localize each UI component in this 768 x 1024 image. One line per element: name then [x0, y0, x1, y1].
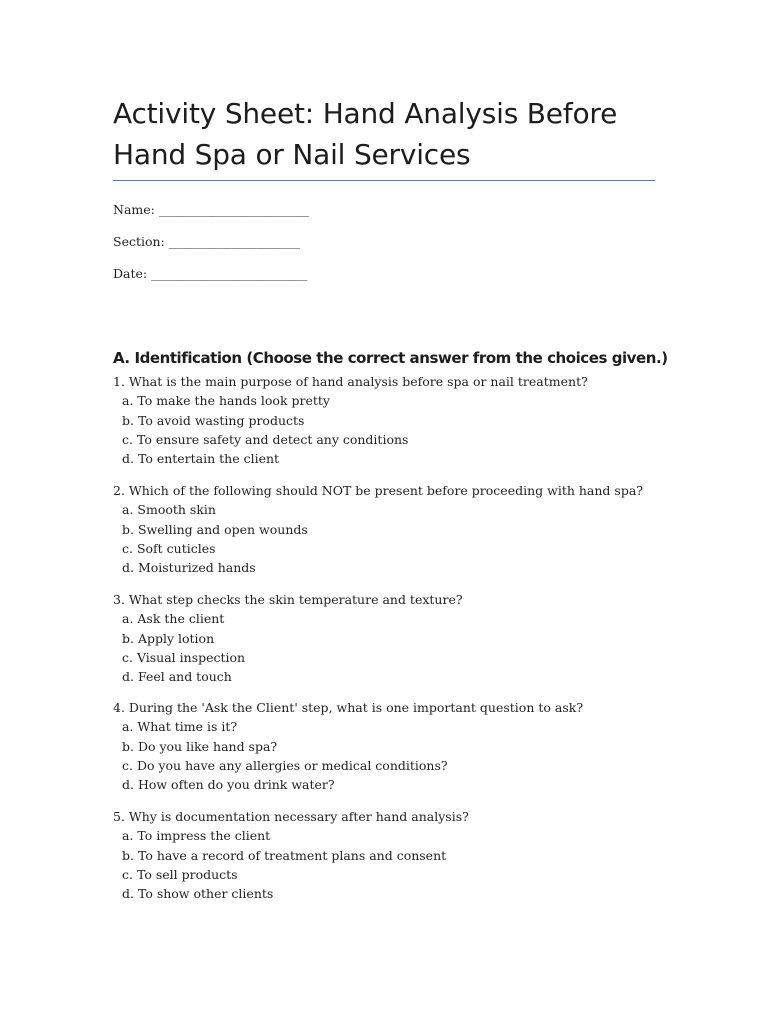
section-a-heading: A. Identification (Choose the correct answer from the choices given.) — [113, 349, 668, 367]
choice-a: a. To make the hands look pretty — [122, 393, 330, 409]
choice-c: c. Visual inspection — [122, 649, 246, 665]
choice-b: b. Apply lotion — [122, 630, 215, 646]
choice-c: c. To ensure safety and detect any conditions — [122, 431, 409, 447]
choice-b: b. Swelling and open wounds — [122, 521, 308, 537]
question-4 — [113, 698, 658, 794]
choice-c: c. Do you have any allergies or medical conditions? — [122, 757, 448, 773]
choice-b: b. To have a record of treatment plans and consent — [122, 847, 447, 863]
date-field: Date: _________________________ — [113, 266, 308, 281]
choice-a: a. Ask the client — [122, 611, 225, 627]
choice-d: d. To show other clients — [122, 886, 274, 902]
section-field: Section: _____________________ — [113, 234, 300, 249]
choice-b: b. Do you like hand spa? — [122, 738, 278, 754]
question-5 — [113, 807, 658, 903]
question-text: 3. What step checks the skin temperature and texture? — [113, 592, 463, 607]
question-3 — [113, 590, 658, 686]
choice-list — [113, 500, 658, 577]
choice-d: d. Feel and touch — [122, 669, 232, 685]
question-text: 1. What is the main purpose of hand analysis before spa or nail treatment? — [113, 374, 588, 389]
choice-b: b. To avoid wasting products — [122, 412, 305, 428]
choice-list — [113, 609, 658, 686]
name-field: Name: ________________________ — [113, 202, 309, 217]
choice-d: d. How often do you drink water? — [122, 777, 335, 793]
question-text: 5. Why is documentation necessary after hand analysis? — [113, 809, 469, 824]
page-title: Activity Sheet: Hand Analysis Before Hand Spa or Nail Services — [113, 97, 618, 171]
question-1 — [113, 372, 658, 468]
question-text: 2. Which of the following should NOT be present before proceeding with hand spa? — [113, 483, 643, 498]
choice-c: c. To sell products — [122, 866, 238, 882]
choice-a: a. What time is it? — [122, 719, 238, 735]
choice-c: c. Soft cuticles — [122, 540, 216, 556]
choice-d: d. To entertain the client — [122, 451, 280, 467]
title-divider — [113, 180, 655, 181]
choice-a: a. To impress the client — [122, 828, 271, 844]
question-text: 4. During the 'Ask the Client' step, what is one important question to ask? — [113, 700, 584, 715]
choice-list — [113, 717, 658, 794]
choice-d: d. Moisturized hands — [122, 560, 256, 576]
choice-list — [113, 826, 658, 903]
choice-list — [113, 391, 658, 468]
question-2 — [113, 481, 658, 577]
document-page — [113, 0, 668, 1024]
choice-a: a. Smooth skin — [122, 502, 216, 518]
